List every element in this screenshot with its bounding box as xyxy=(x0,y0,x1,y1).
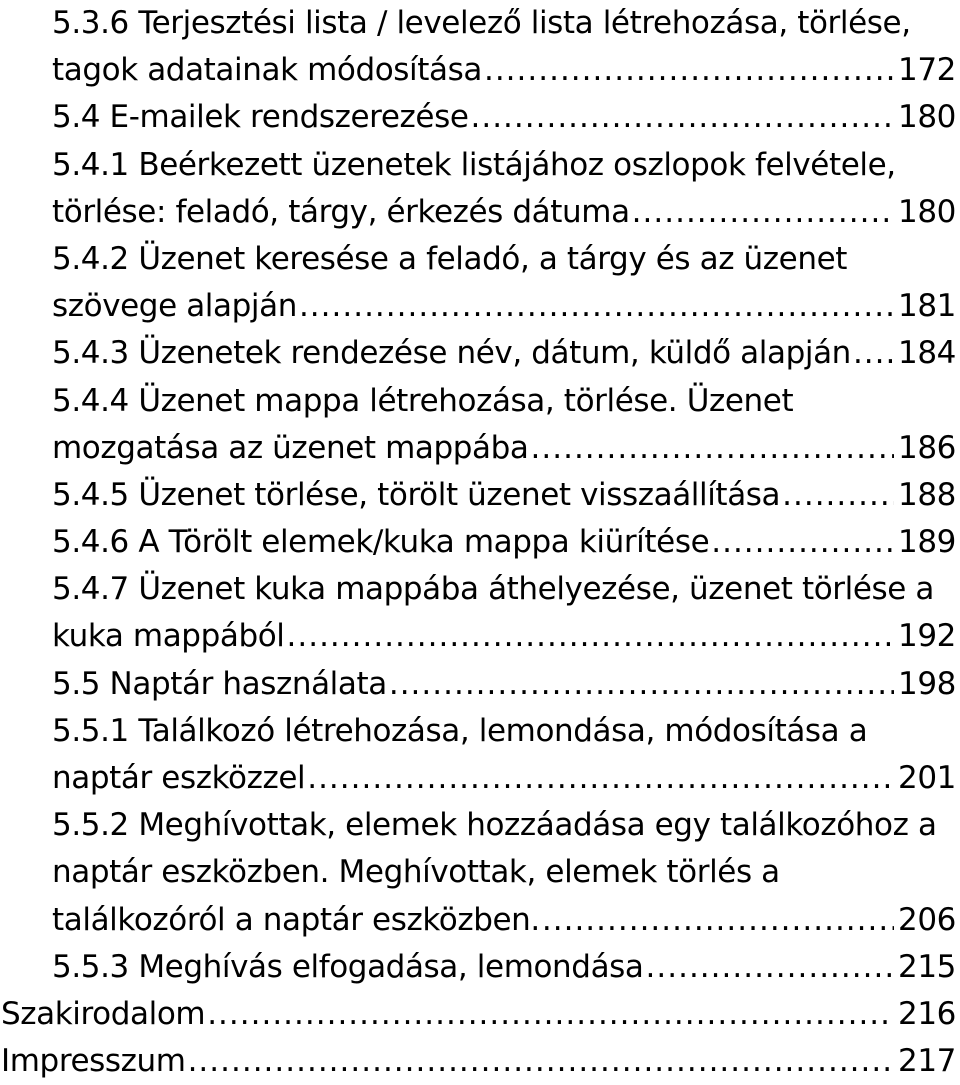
toc-entry-text: 5.4.3 Üzenetek rendezése név, dátum, küldő alapján xyxy=(52,335,851,372)
toc-entry-text: 5.4.4 Üzenet mappa létrehozása, törlése. Üzenet xyxy=(52,382,794,419)
toc-entry-5-4-1[interactable] xyxy=(0,142,960,236)
toc-entry-5-5-1[interactable] xyxy=(0,708,960,802)
toc-page-number: 184 xyxy=(898,335,956,372)
toc-entry-text: 5.4.2 Üzenet keresése a feladó, a tárgy és az üzenet xyxy=(52,240,847,277)
toc-page-number: 216 xyxy=(898,995,956,1032)
toc-page-number: 186 xyxy=(898,429,956,466)
dot-leader xyxy=(711,519,894,566)
toc-entry-text: 5.4.7 Üzenet kuka mappába áthelyezése, üzenet törlése a xyxy=(52,571,934,608)
toc-page-number: 215 xyxy=(898,948,956,985)
toc-entry-text: 5.5.3 Meghívás elfogadása, lemondása xyxy=(52,948,644,985)
toc-entry-5-4-5[interactable] xyxy=(0,472,960,519)
dot-leader xyxy=(542,897,894,944)
toc-page-number: 181 xyxy=(898,288,956,325)
toc-entry-5-4-6[interactable] xyxy=(0,519,960,566)
toc-entry-text: 5.4.5 Üzenet törlése, törölt üzenet visszaállítása xyxy=(52,476,781,513)
toc-entry-text: tagok adatainak módosítása xyxy=(52,52,482,89)
toc-entry-5-5[interactable] xyxy=(0,661,960,708)
toc-page-number: 192 xyxy=(898,618,956,655)
toc-entry-text: Szakirodalom xyxy=(1,995,206,1032)
toc-page-number: 180 xyxy=(898,193,956,230)
toc-entry-text: 5.5 Naptár használata xyxy=(52,665,387,702)
toc-entry-text: 5.4.6 A Törölt elemek/kuka mappa kiürítése xyxy=(52,524,710,561)
toc-entry-5-4[interactable] xyxy=(0,94,960,141)
toc-entry-text: törlése: feladó, tárgy, érkezés dátuma xyxy=(52,193,630,230)
toc-entry-text: találkozóról a naptár eszközben. xyxy=(52,901,540,938)
toc-page-number: 180 xyxy=(898,99,956,136)
dot-leader xyxy=(287,613,895,660)
toc-entry-5-4-2[interactable] xyxy=(0,236,960,330)
toc-entry-text: 5.5.1 Találkozó létrehozása, lemondása, módosítása a xyxy=(52,712,868,749)
dot-leader xyxy=(471,94,895,141)
toc-page-number: 198 xyxy=(898,665,956,702)
toc-entry-text: 5.3.6 Terjesztési lista / levelező lista létrehozása, törlése, xyxy=(52,5,911,41)
toc-entry-text: naptár eszközzel xyxy=(52,760,306,796)
dot-leader xyxy=(853,330,894,377)
dot-leader xyxy=(299,283,894,330)
dot-leader xyxy=(484,47,894,94)
toc-page-number: 188 xyxy=(898,476,956,513)
toc-entry-5-3-6[interactable] xyxy=(0,0,960,94)
toc-entry-5-5-3[interactable] xyxy=(0,944,960,991)
toc-entry-text: Impresszum xyxy=(1,1043,186,1080)
toc-page-number: 189 xyxy=(898,524,956,561)
toc-page-number: 206 xyxy=(898,901,956,938)
dot-leader xyxy=(207,991,894,1038)
toc-entry-text: kuka mappából xyxy=(52,618,285,655)
toc-entry-5-4-4[interactable] xyxy=(0,378,960,472)
toc-entry-text: 5.4.1 Beérkezett üzenetek listájához oszlopok felvétele, xyxy=(52,146,896,183)
toc-entry-5-4-7[interactable] xyxy=(0,566,960,660)
toc-entry-szakirodalom[interactable] xyxy=(0,991,960,1038)
toc-page-number: 201 xyxy=(898,760,956,796)
dot-leader xyxy=(632,189,894,236)
toc-entry-text: naptár eszközben. Meghívottak, elemek törlés a xyxy=(52,854,780,891)
toc-entry-text: mozgatása az üzenet mappába xyxy=(52,429,529,466)
dot-leader xyxy=(307,755,894,802)
toc-entry-text: 5.4 E-mailek rendszerezése xyxy=(52,99,469,136)
toc-entry-5-5-2[interactable] xyxy=(0,802,960,944)
dot-leader xyxy=(782,472,894,519)
dot-leader xyxy=(389,661,894,708)
toc-entry-text: szövege alapján xyxy=(52,288,297,325)
dot-leader xyxy=(646,944,894,991)
toc-entry-text: 5.5.2 Meghívottak, elemek hozzáadása egy találkozóhoz a xyxy=(52,807,937,844)
dot-leader xyxy=(531,425,894,472)
toc-entry-5-4-3[interactable] xyxy=(0,330,960,377)
toc-page-number: 172 xyxy=(898,52,956,89)
toc-page-number: 217 xyxy=(898,1043,956,1080)
